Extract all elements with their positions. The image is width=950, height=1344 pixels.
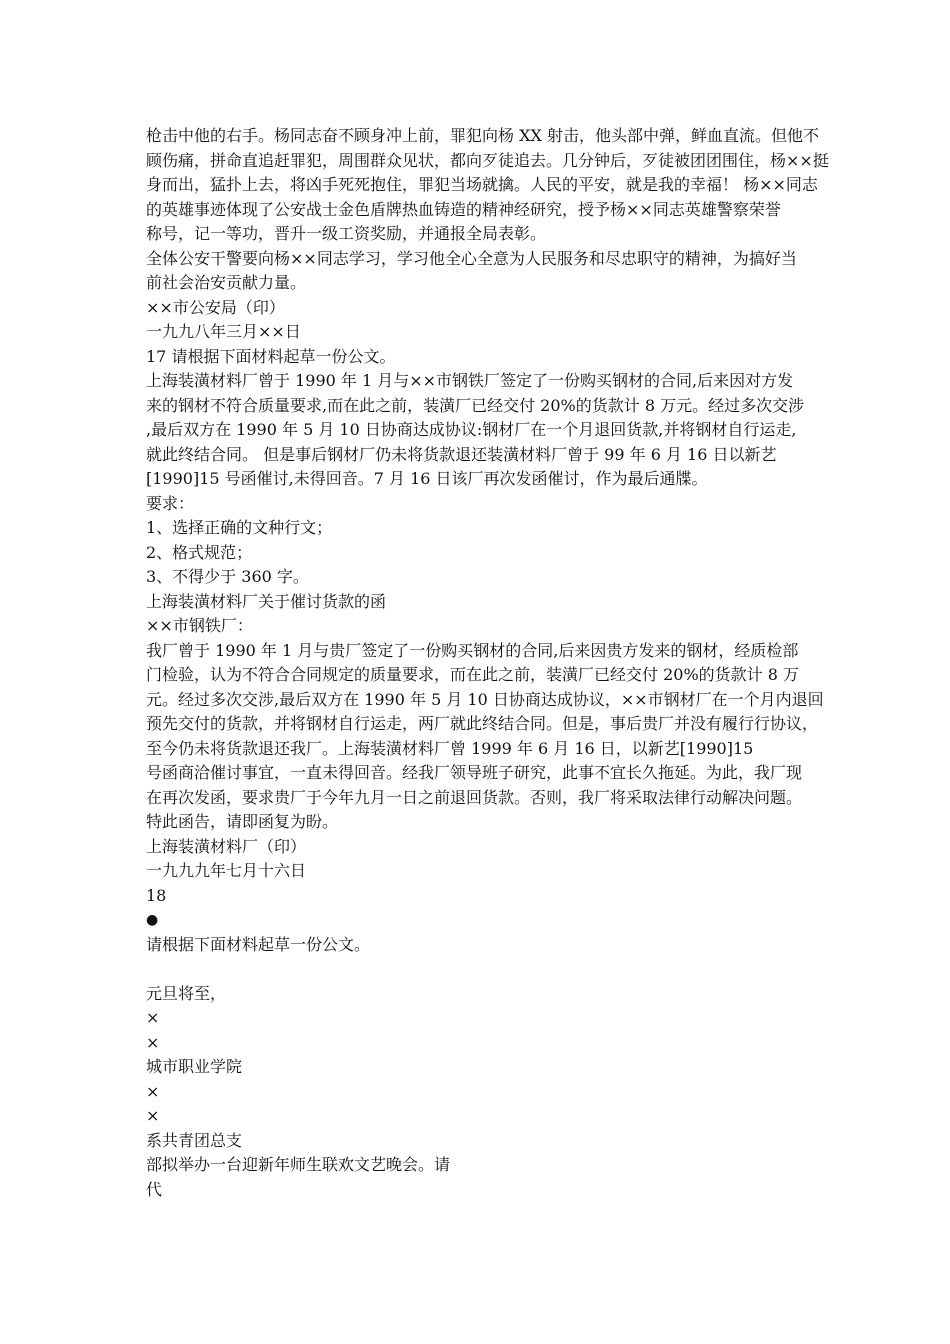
text-line: 门检验，认为不符合合同规定的质量要求，而在此之前，装潢厂已经交付 20%的货款计 8 万 — [146, 665, 800, 684]
requirement-item: 2、格式规范； — [146, 542, 253, 562]
text-line: ,最后双方在 1990 年 5 月 10 日协商达成协议:钢材厂在一个月退回货款,并将钢材自行运走, — [146, 420, 797, 439]
question-18-title: 请根据下面材料起草一份公文。 — [146, 934, 371, 954]
text-line: 的英雄事迹体现了公安战士金色盾牌热血铸造的精神经研究，授予杨××同志英雄警察荣誉 — [146, 199, 781, 219]
text-line: 就此终结合同。 但是事后钢材厂仍未将货款退还装潢材料厂曾于 99 年 6 月 16 日以新艺 — [146, 444, 777, 464]
date-1998: 一九九八年三月××日 — [146, 322, 301, 341]
requirements-list — [146, 516, 826, 590]
letter-recipient: ××市钢铁厂： — [146, 616, 253, 635]
text-line: 代 — [146, 1179, 163, 1199]
text-line: × — [146, 1032, 160, 1052]
text-line: 称号，记一等功，晋升一级工资奖励，并通报全局表彰。 — [146, 224, 547, 243]
blank-line — [146, 957, 826, 982]
requirements-label: 要求： — [146, 493, 195, 513]
text-line: × — [146, 1081, 160, 1101]
text-line: × — [146, 1106, 160, 1125]
question-17-material — [146, 369, 826, 492]
text-line: [1990]15 号函催讨,未得回音。7 月 16 日该厂再次发函催讨，作为最后通牒。 — [146, 469, 708, 488]
text-line: 身而出，猛扑上去，将凶手死死抱住，罪犯当场就擒。人民的平安，就是我的幸福！ 杨××同志 — [146, 175, 818, 194]
letter-title: 上海装潢材料厂关于催讨货款的函 — [146, 591, 387, 611]
text-line: 元。经过多次交涉,最后双方在 1990 年 5 月 10 日协商达成协议，××市钢材厂在一个月内退回 — [146, 689, 824, 709]
text-line: 特此函告，请即函复为盼。 — [146, 812, 339, 831]
signer-police-bureau: ××市公安局（印） — [146, 297, 285, 317]
question-18-material — [146, 982, 826, 1203]
paragraph-commendation — [146, 124, 829, 247]
text-line: 部拟举办一台迎新年师生联欢文艺晚会。请 — [146, 1155, 451, 1174]
text-line: 在再次发函，要求贵厂于今年九月一日之前退回货款。否则，我厂将采取法律行动解决问题。 — [146, 787, 803, 807]
text-line: 预先交付的货款，并将钢材自行运走，两厂就此终结合同。但是，事后贵厂并没有履行行协议， — [146, 714, 819, 733]
date-1999: 一九九九年七月十六日 — [146, 861, 307, 880]
text-line: 至今仍未将货款退还我厂。上海装潢材料厂曾 1999 年 6 月 16 日，以新艺[1990]15 — [146, 738, 754, 758]
text-line: 顾伤痛，拼命直追赶罪犯，周围群众见状，都向歹徒追去。几分钟后，歹徒被团团围住，杨××挺 — [146, 150, 829, 170]
text-line: 上海装潢材料厂曾于 1990 年 1 月与××市钢铁厂签定了一份购买钢材的合同,后来因对方发 — [146, 371, 794, 390]
text-line: 前社会治安贡献力量。 — [146, 273, 307, 292]
bullet-icon: ● — [146, 912, 159, 928]
text-line: 城市职业学院 — [146, 1057, 243, 1076]
question-17-title: 17 请根据下面材料起草一份公文。 — [146, 346, 396, 366]
question-18-number: 18 — [146, 885, 167, 905]
text-line: 系共青团总支 — [146, 1130, 243, 1150]
requirement-item: 1、选择正确的文种行文； — [146, 518, 333, 537]
signer-decoration-factory: 上海装潢材料厂（印） — [146, 836, 307, 856]
text-line: 来的钢材不符合质量要求,而在此之前，装潢厂已经交付 20%的货款计 8 万元。经过多次交涉 — [146, 395, 805, 415]
text-line: 号函商洽催讨事宜，一直未得回音。经我厂领导班子研究，此事不宜长久拖延。为此，我厂现 — [146, 763, 803, 782]
text-line: 枪击中他的右手。杨同志奋不顾身冲上前，罪犯向杨 XX 射击，他头部中弹，鲜血直流。但他不 — [146, 126, 819, 145]
letter-body — [146, 639, 826, 835]
requirement-item: 3、不得少于 360 字。 — [146, 567, 309, 586]
text-line: × — [146, 1008, 160, 1027]
text-line: 全体公安干警要向杨××同志学习，学习他全心全意为人民服务和尽忠职守的精神，为搞好当 — [146, 248, 797, 268]
document-body — [146, 124, 829, 1202]
text-line: 元旦将至， — [146, 983, 227, 1003]
text-line: 我厂曾于 1990 年 1 月与贵厂签定了一份购买钢材的合同,后来因贵方发来的钢材，经质检部 — [146, 640, 799, 660]
paragraph-call-to-learn — [146, 247, 826, 296]
